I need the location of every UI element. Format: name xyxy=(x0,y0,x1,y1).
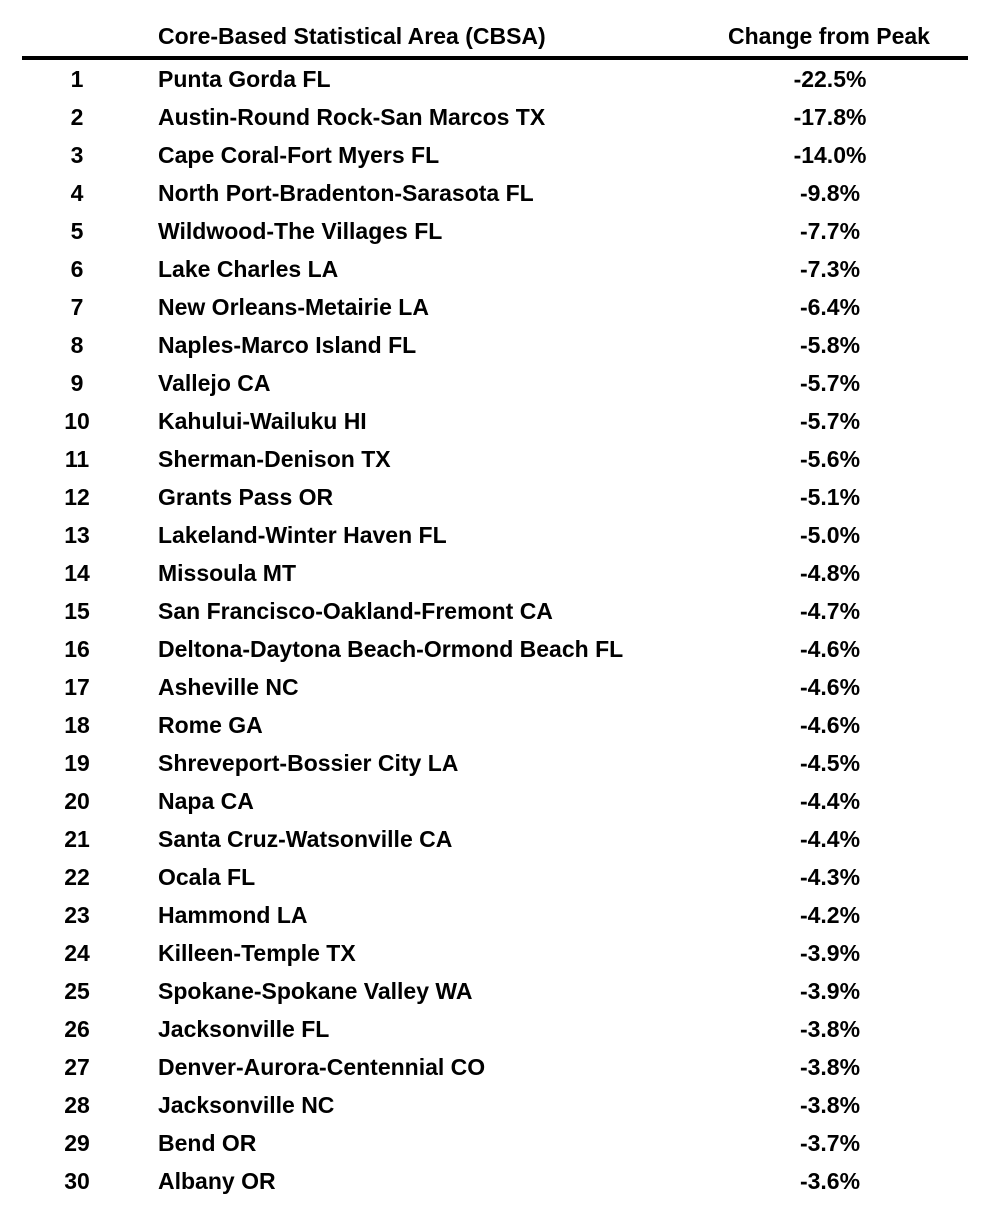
change-cell: -17.8% xyxy=(793,104,867,130)
area-cell: Lakeland-Winter Haven FL xyxy=(158,522,447,548)
change-cell: -3.9% xyxy=(799,940,861,966)
change-cell: -5.0% xyxy=(799,522,861,548)
change-cell: -22.5% xyxy=(793,66,867,92)
header-change-from-peak: Change from Peak xyxy=(728,23,930,49)
area-cell: Wildwood-The Villages FL xyxy=(158,218,443,244)
rank-cell: 10 xyxy=(64,408,90,434)
rank-cell: 11 xyxy=(64,446,90,472)
rank-cell: 14 xyxy=(64,560,90,586)
table-row xyxy=(22,896,968,934)
rank-cell: 7 xyxy=(70,294,84,320)
rank-cell: 4 xyxy=(70,180,84,206)
rank-cell: 21 xyxy=(64,826,90,852)
table-row xyxy=(22,592,968,630)
rank-cell: 8 xyxy=(70,332,84,358)
table-row xyxy=(22,820,968,858)
change-cell: -5.7% xyxy=(799,408,861,434)
rank-cell: 1 xyxy=(70,66,84,92)
rank-cell: 29 xyxy=(64,1130,90,1156)
change-cell: -4.3% xyxy=(799,864,861,890)
change-cell: -4.4% xyxy=(799,788,861,814)
table-row xyxy=(22,706,968,744)
area-cell: Jacksonville FL xyxy=(158,1016,330,1042)
area-cell: North Port-Bradenton-Sarasota FL xyxy=(158,180,534,206)
area-cell: Rome GA xyxy=(158,712,263,738)
area-cell: Killeen-Temple TX xyxy=(158,940,356,966)
table-row xyxy=(22,782,968,820)
table-row xyxy=(22,212,968,250)
table-header xyxy=(22,20,968,60)
change-cell: -3.8% xyxy=(799,1054,861,1080)
rank-cell: 30 xyxy=(64,1168,90,1194)
header-area: Core-Based Statistical Area (CBSA) xyxy=(158,23,546,49)
table-row xyxy=(22,744,968,782)
change-cell: -5.6% xyxy=(799,446,861,472)
table-row xyxy=(22,98,968,136)
rank-cell: 9 xyxy=(70,370,84,396)
area-cell: Punta Gorda FL xyxy=(158,66,331,92)
change-cell: -5.8% xyxy=(799,332,861,358)
table-row xyxy=(22,972,968,1010)
rank-cell: 6 xyxy=(70,256,84,282)
rank-cell: 20 xyxy=(64,788,90,814)
area-cell: Naples-Marco Island FL xyxy=(158,332,417,358)
rank-cell: 15 xyxy=(64,598,90,624)
area-cell: Santa Cruz-Watsonville CA xyxy=(158,826,453,852)
area-cell: Spokane-Spokane Valley WA xyxy=(158,978,473,1004)
table-row xyxy=(22,1010,968,1048)
area-cell: Denver-Aurora-Centennial CO xyxy=(158,1054,486,1080)
table-row xyxy=(22,250,968,288)
area-cell: Grants Pass OR xyxy=(158,484,334,510)
area-cell: Vallejo CA xyxy=(158,370,271,396)
change-cell: -14.0% xyxy=(793,142,867,168)
table-row xyxy=(22,364,968,402)
change-cell: -4.5% xyxy=(799,750,861,776)
change-cell: -4.8% xyxy=(799,560,861,586)
change-cell: -4.6% xyxy=(799,674,861,700)
change-cell: -6.4% xyxy=(799,294,861,320)
rank-cell: 19 xyxy=(64,750,90,776)
rank-cell: 16 xyxy=(64,636,90,662)
area-cell: New Orleans-Metairie LA xyxy=(158,294,429,320)
change-cell: -5.1% xyxy=(799,484,861,510)
area-cell: Ocala FL xyxy=(158,864,256,890)
rank-cell: 25 xyxy=(64,978,90,1004)
cbsa-ranking-table xyxy=(22,20,968,1200)
area-cell: Missoula MT xyxy=(158,560,297,586)
rank-cell: 28 xyxy=(64,1092,90,1118)
rank-cell: 17 xyxy=(64,674,90,700)
change-cell: -4.6% xyxy=(799,712,861,738)
change-cell: -7.3% xyxy=(799,256,861,282)
area-cell: Asheville NC xyxy=(158,674,299,700)
rank-cell: 26 xyxy=(64,1016,90,1042)
rank-cell: 22 xyxy=(64,864,90,890)
rank-cell: 3 xyxy=(70,142,84,168)
table-row xyxy=(22,858,968,896)
change-cell: -3.8% xyxy=(799,1016,861,1042)
area-cell: Albany OR xyxy=(158,1168,276,1194)
table-row xyxy=(22,1162,968,1200)
area-cell: Shreveport-Bossier City LA xyxy=(158,750,459,776)
table-row xyxy=(22,288,968,326)
change-cell: -3.9% xyxy=(799,978,861,1004)
change-cell: -4.6% xyxy=(799,636,861,662)
table-row xyxy=(22,60,968,98)
table-body xyxy=(22,60,968,1200)
table-row xyxy=(22,478,968,516)
table-row xyxy=(22,516,968,554)
area-cell: Jacksonville NC xyxy=(158,1092,335,1118)
table-row xyxy=(22,554,968,592)
table-row xyxy=(22,630,968,668)
area-cell: Austin-Round Rock-San Marcos TX xyxy=(158,104,546,130)
rank-cell: 2 xyxy=(70,104,84,130)
area-cell: Hammond LA xyxy=(158,902,308,928)
change-cell: -4.7% xyxy=(799,598,861,624)
area-cell: San Francisco-Oakland-Fremont CA xyxy=(158,598,553,624)
change-cell: -3.6% xyxy=(799,1168,861,1194)
table-row xyxy=(22,174,968,212)
table-row xyxy=(22,326,968,364)
rank-cell: 27 xyxy=(64,1054,90,1080)
change-cell: -4.2% xyxy=(799,902,861,928)
table-row xyxy=(22,402,968,440)
rank-cell: 24 xyxy=(64,940,90,966)
area-cell: Kahului-Wailuku HI xyxy=(158,408,367,434)
change-cell: -4.4% xyxy=(799,826,861,852)
area-cell: Cape Coral-Fort Myers FL xyxy=(158,142,440,168)
change-cell: -5.7% xyxy=(799,370,861,396)
table-row xyxy=(22,934,968,972)
table-row xyxy=(22,1048,968,1086)
area-cell: Napa CA xyxy=(158,788,254,814)
rank-cell: 5 xyxy=(70,218,84,244)
area-cell: Bend OR xyxy=(158,1130,257,1156)
table-row xyxy=(22,668,968,706)
rank-cell: 18 xyxy=(64,712,90,738)
rank-cell: 23 xyxy=(64,902,90,928)
table-row xyxy=(22,440,968,478)
area-cell: Deltona-Daytona Beach-Ormond Beach FL xyxy=(158,636,624,662)
table-row xyxy=(22,1086,968,1124)
change-cell: -3.7% xyxy=(799,1130,861,1156)
rank-cell: 13 xyxy=(64,522,90,548)
rank-cell: 12 xyxy=(64,484,90,510)
area-cell: Sherman-Denison TX xyxy=(158,446,391,472)
table-row xyxy=(22,1124,968,1162)
change-cell: -9.8% xyxy=(799,180,861,206)
change-cell: -7.7% xyxy=(799,218,861,244)
table-row xyxy=(22,136,968,174)
change-cell: -3.8% xyxy=(799,1092,861,1118)
area-cell: Lake Charles LA xyxy=(158,256,339,282)
